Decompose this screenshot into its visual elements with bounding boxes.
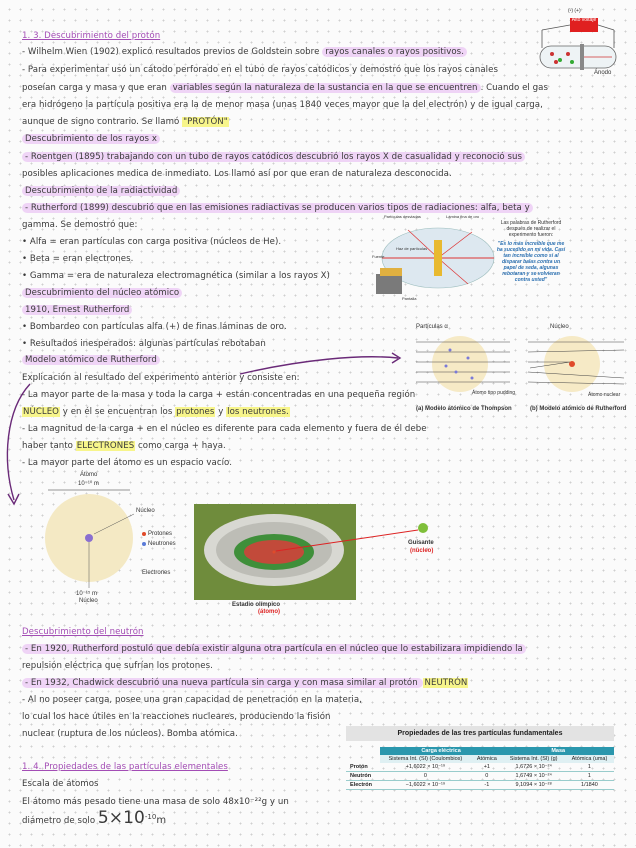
text-span: diámetro de solo [22,815,98,826]
table-sub-header [346,755,614,763]
atom-scale-drawing [36,470,456,620]
charge-atomic: 0 [485,773,489,779]
table-row [346,781,614,790]
rutherford-quote-intro: Las palabras de Rutherford después de realizar el experimento fueron: [500,220,562,238]
text-line: - Para experimentar usó un cátodo perforado en el tubo de rayos catódicos y demostró que los rayos canales [22,65,498,75]
charge-atomic: +1 [483,764,490,770]
heading-text: 1. 3. Descubrimiento del protón [22,31,161,41]
text-line: • Resultados inesperados: algunas partículas rebotaban [22,339,266,349]
pea-caption: Guisante [408,540,434,546]
text-line: Escala de átomos [22,779,99,789]
properties-grid [346,747,614,790]
heading-xrays [22,134,160,145]
alpha-particles-label: Partículas α [416,324,448,330]
nucleus-dot [85,534,93,542]
highlight-pink: Modelo atómico de Rutherford [22,355,160,365]
highlight-pink: - Rutherford (1899) descubrió que en las emisiones radiactivas se producen varios tipos de radiaciones: alfa, beta y [22,203,533,213]
highlight-pink: variables según la naturaleza de la sustancia en la que se encuentren [170,83,481,93]
highlight-pink: Descubrimiento del núcleo atómico [22,288,182,298]
pea-subcaption: (núcleo) [410,548,434,554]
highlight-pink: - En 1932, Chadwick descubrió una nueva partícula sin carga y con masa similar al protón [22,678,423,688]
cathode-tube-figure [532,4,624,82]
rutherford-quote: "Es lo más increíble que me ha sucedido en mi vida. Casi tan increíble como si al disparar balas contra un papel de seda, algunas rebotaran y se volvieran contra usted" [496,241,566,283]
text-line [22,807,167,828]
polarity-label: (-) (+) [568,8,581,14]
text-line: repulsión eléctrica que sufrían los protones. [22,661,213,671]
atomic-models-figure [410,322,630,418]
foil-label: Pantalla [402,296,417,301]
atom-label: Átomo [80,472,98,478]
atom-size: 10⁻¹⁰ m [78,481,99,487]
gold-foil-drawing [368,212,496,308]
text-line: - La magnitud de la carga + en el núcleo es diferente para cada elemento y fuera de él debe [22,424,427,434]
text-span: como carga + haya. [135,441,226,451]
voltage-label: Alto voltaje [571,17,597,23]
text-span: poseían carga y masa y que eran [22,83,170,93]
rutherford-caption: (b) Modelo atómico de Rutherford [530,406,627,412]
nucleus-size: 10⁻¹⁵ m [76,591,97,597]
sub-header: Sistema Int. (SI) (Coulombios) [380,755,472,763]
protons-label: Protones [148,531,173,537]
particle-name: Protón [350,764,368,770]
mass-header: Masa [502,747,614,755]
mass-si: 1,6726 × 10⁻²⁴ [515,764,552,770]
table-group-header [346,747,614,755]
highlight-pink: rayos canales o rayos positivos. [322,47,467,57]
text-line: - Al no poseer carga, posee una gran capacidad de penetración en la materia, [22,695,362,705]
text-line [22,305,132,316]
stadium-subcaption: (átomo) [258,609,280,615]
mass-si: 9,1094 × 10⁻²⁸ [515,782,552,788]
mass-atomic: 1/1840 [581,782,598,788]
table-title: Propiedades de las tres partículas fundamentales [346,726,614,741]
sub-header: Atómica [471,755,502,763]
atom-scale-figure [36,470,456,620]
highlight-yellow: ELECTRONES [76,441,135,451]
text-line: era hidrógeno la partícula positiva era la de menor masa (unas 1840 veces mayor que la del electrón) y de igual carga, [22,100,543,110]
highlight-pink: Descubrimiento de los rayos x [22,134,160,144]
sub-header: Atómica (uma) [565,755,614,763]
nucleus-label: Núcleo [136,508,155,514]
table-corner [346,747,380,755]
text-line: • Alfa = eran partículas con carga positiva (núcleos de He). [22,237,282,247]
highlight-pink: Descubrimiento de la radiactividad [22,186,180,196]
text-line: gamma. Se demostró que: [22,220,138,230]
charge-atomic: -1 [484,782,490,788]
mass-atomic: 1 [587,764,591,770]
heading-text: 1. 4. Propiedades de las partículas elementales [22,762,228,772]
table-row [346,772,614,781]
text-line [22,83,548,94]
text-line: • Bombardeo con partículas alfa (+) de finas láminas de oro. [22,322,287,332]
atomic-models-drawing [410,322,630,418]
nucleus-label-2: Núcleo [79,598,98,604]
gold-foil-figure [368,212,496,308]
text-line: nuclear (ruptura de los núcleos). Bomba atómica. [22,729,238,739]
particle-properties-table [346,726,614,826]
text-span: . Cuando el gas [480,83,548,93]
stadium-caption: Estadio olímpico [232,602,281,608]
text-line [22,152,525,163]
charge-si: +1,6022 × 10⁻¹⁹ [405,764,446,770]
text-line: lo cual los hace útiles en la reacciones nucleares, produciendo la fisión [22,712,331,722]
heading-nucleus [22,288,182,299]
heading-neutron [22,627,144,638]
text-line: El átomo más pesado tiene una masa de solo 48x10⁻²²g y un [22,797,289,807]
charge-si: −1,6022 × 10⁻¹⁹ [405,782,446,788]
heading-text: Descubrimiento del neutrón [22,627,144,637]
particle-name: Neutrón [350,773,372,779]
text-line [22,644,526,655]
foil-label: Haz de partículas [396,246,428,251]
particle-name: Electrón [350,782,373,788]
text-span: y en él se encuentran los [60,407,176,417]
text-line: • Gamma = era de naturaleza electromagnética (similar a los rayos X) [22,271,330,281]
table-row [346,763,614,772]
charge-si: 0 [423,773,427,779]
arrow-to-models [240,357,398,374]
foil-label: Lámina fina de oro [446,214,480,219]
sub-header: Sistema Int. (SI) (g) [502,755,564,763]
text-line [22,678,468,689]
pea [418,523,428,533]
text-line: - La mayor parte de la masa y toda la carga + están concentradas en una pequeña región [22,390,416,400]
text-line: posibles aplicaciones medica de inmediato. Los llamó así por que eran de naturaleza desconocida. [22,169,452,179]
heading-proton [22,31,160,42]
text-line [22,117,229,128]
text-line [22,47,467,58]
highlight-yellow: NÚCLEO [23,407,60,417]
highlight-pink: 1910, Ernest Rutherford [22,305,132,315]
heading-radioactivity [22,186,180,197]
mass-atomic: 1 [587,773,591,779]
big-number: 5×10 [97,807,145,828]
charge-header: Carga eléctrica [380,747,503,755]
exponent: -10 [144,813,157,821]
arrow-to-scale [7,384,30,500]
highlight-yellow: protones [176,407,215,417]
text-line: Explicación al resultado del experimento anterior y consiste en: [22,373,300,383]
heading-properties [22,762,228,773]
electrons-label: Electrones [142,570,171,576]
highlight-yellow: "PROTÓN" [183,117,228,127]
text-span: aunque de signo contrario. Se llamó [22,117,183,127]
table-corner [346,755,380,763]
highlight-pink: - Roentgen (1895) trabajando con un tubo de rayos catódicos descubrió los rayos X de casualidad y reconoció sus [22,152,525,162]
text-span: - Wilhelm Wien (1902) explicó resultados previos de Goldstein sobre [22,47,323,57]
neutrons-label: Neutrones [148,541,176,547]
highlight-pink: - En 1920, Rutherford postuló que debía existir alguna otra partícula en el núcleo que lo estabilizara impidiendo la [22,644,526,654]
anode-label: Ánodo [594,70,612,76]
mass-si: 1,6749 × 10⁻²⁴ [515,773,552,779]
unit: m [156,814,167,826]
text-span: haber tanto [22,441,76,451]
highlight-yellow: los neutrones. [227,407,289,417]
text-line: • Beta = eran electrones. [22,254,134,264]
text-span: y [215,407,227,417]
nuclear-atom-label: Átomo nuclear [588,392,621,398]
highlight-yellow: NEUTRÓN [424,678,468,688]
text-line: - La mayor parte del átomo es un espacio vacío. [22,458,232,468]
foil-label: Partículas desviadas [384,214,421,219]
nucleus-label: Núcleo [550,324,569,330]
thompson-caption: (a) Modelo atómico de Thompson [416,406,512,412]
pudding-label: Átomo tipo pudding [472,390,516,396]
foil-label: Fuente [372,254,385,259]
